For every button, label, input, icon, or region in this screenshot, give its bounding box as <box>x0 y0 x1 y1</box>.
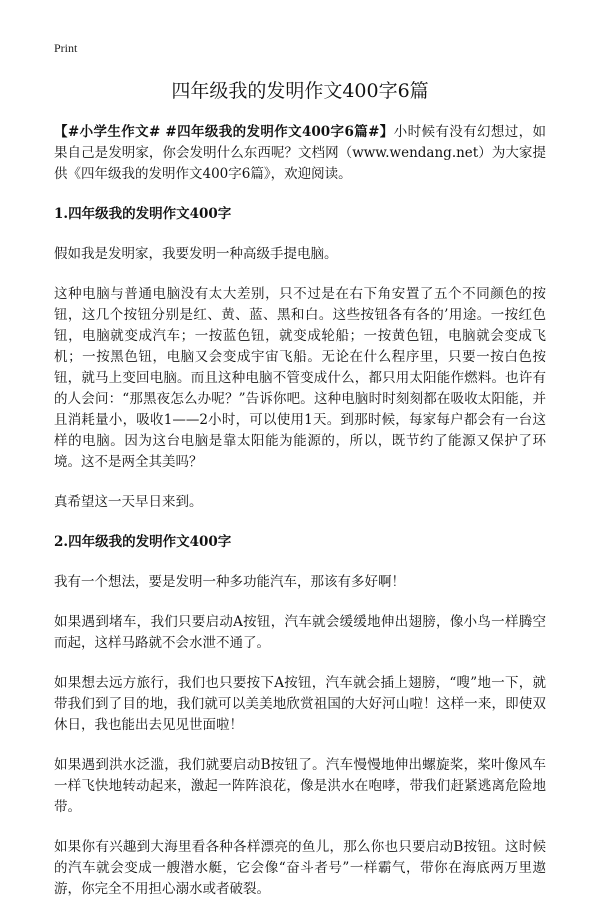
paragraph: 我有一个想法，要是发明一种多功能汽车，那该有多好啊！ <box>54 574 405 590</box>
paragraph: 如果遇到洪水泛滥，我们就要启动B按钮了。汽车慢慢地伸出螺旋桨，桨叶像风车一样飞快地转动起来，激起一阵阵浪花，像是洪水在咆哮，带我们赶紧逃离危险地带。 <box>54 757 546 815</box>
intro-paragraph <box>54 122 546 185</box>
intro-tags: 【#小学生作文# #四年级我的发明作文400字6篇#】 <box>54 124 394 140</box>
paragraph: 如果想去远方旅行，我们也只要按下A按钮，汽车就会插上翅膀，“嗖”地一下，就带我们到了目的地，我们就可以美美地欣赏祖国的大好河山啦！这样一来，即使双休日，我也能出去见见世面啦！ <box>54 675 546 733</box>
section-heading: 2.四年级我的发明作文400字 <box>54 534 232 550</box>
paragraph: 如果遇到堵车，我们只要启动A按钮，汽车就会缓缓地伸出翅膀，像小鸟一样腾空而起，这样马路就不会水泄不通了。 <box>54 614 546 651</box>
paragraph: 假如我是发明家，我要发明一种高级手提电脑。 <box>54 246 338 262</box>
section-2 <box>54 532 546 900</box>
paragraph: 真希望这一天早日来到。 <box>54 494 203 510</box>
page-title: 四年级我的发明作文400字6篇 <box>171 80 429 102</box>
intro-text: 小时候有没有幻想过，如果自己是发明家，你会发明什么东西呢？文档网（www.wendang.net）为大家提供《四年级我的发明作文400字6篇》，欢迎阅读。 <box>54 124 547 182</box>
paragraph: 这种电脑与普通电脑没有太大差别，只不过是在右下角安置了五个不同颜色的按钮，这几个按钮分别是红、黄、蓝、黑和白。这些按钮各有各的’用途。一按红色钮，电脑就变成汽车；一按蓝色钮，就变成轮船；一按黄色钮，电脑就会变成飞机；一按黑色钮，电脑又会变成宇宙飞船。无论在什么程序里，只要一按白色按钮，就马上变回电脑。而且这种电脑不管变成什么，都只用太阳能作燃料。也许有的人会问：“那黑夜怎么办呢？”告诉你吧。这种电脑时时刻刻都在吸收太阳能，并且消耗量小，吸收1——2小时，可以使用1天。到那时候，每家每户都会有一台这样的电脑。因为这台电脑是靠太阳能为能源的，所以，既节约了能源又保护了环境。这不是两全其美吗？ <box>54 286 546 470</box>
print-label: Print <box>54 41 78 55</box>
section-1 <box>54 204 546 513</box>
paragraph: 如果你有兴趣到大海里看各种各样漂亮的鱼儿，那么你也只要启动B按钮。这时候的汽车就会变成一艘潜水艇，它会像“奋斗者号”一样霸气，带你在海底两万里遨游，你完全不用担心溺水或者破裂。 <box>54 839 546 897</box>
section-heading: 1.四年级我的发明作文400字 <box>54 206 232 222</box>
